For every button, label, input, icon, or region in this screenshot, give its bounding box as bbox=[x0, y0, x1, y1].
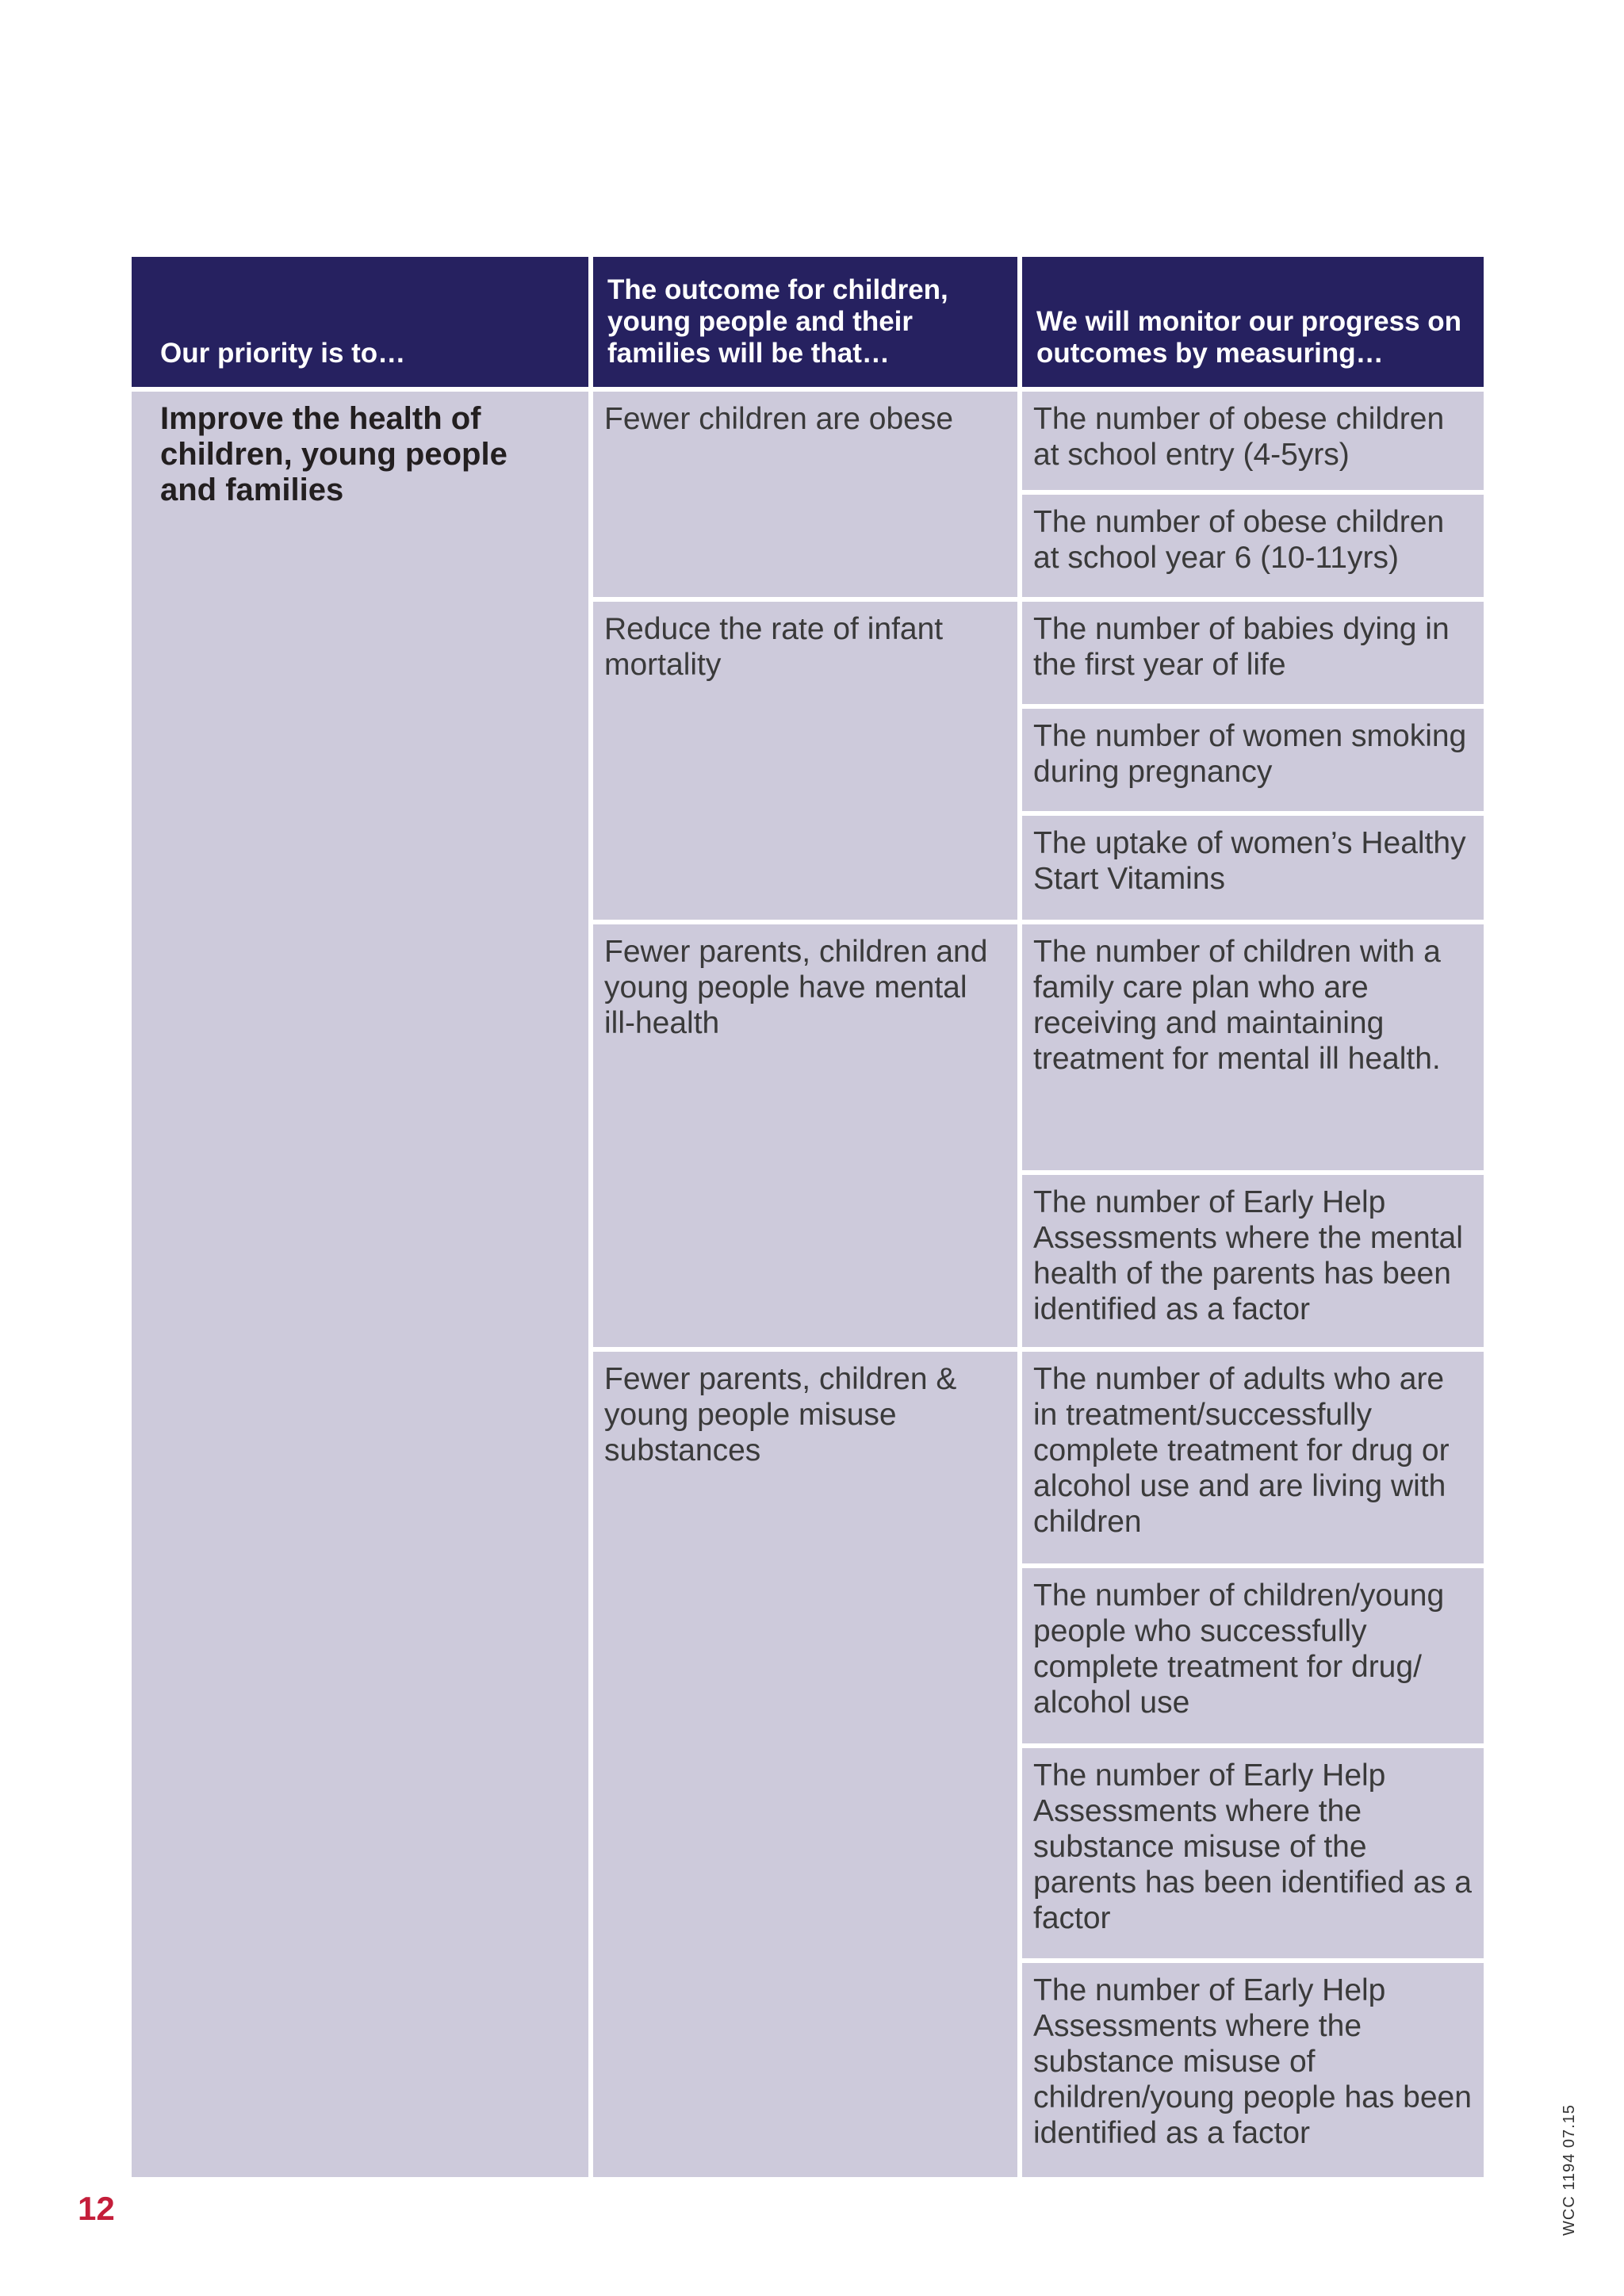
measure-text: The number of obese children at school entry (4-5yrs) bbox=[1033, 402, 1445, 472]
measure-text: The uptake of women’s Healthy Start Vitamins bbox=[1033, 826, 1466, 896]
header-priority-text: Our priority is to… bbox=[160, 338, 406, 369]
measure-text: The number of Early Help Assessments where the mental health of the parents has been identified as a factor bbox=[1033, 1185, 1463, 1326]
measure-text: The number of children/young people who successfully complete treatment for drug/ alcohol use bbox=[1033, 1578, 1445, 1720]
measure-cell bbox=[1022, 392, 1484, 490]
page-number: 12 bbox=[78, 2190, 115, 2227]
header-priority bbox=[132, 257, 588, 387]
header-measure bbox=[1022, 257, 1484, 387]
measure-cell bbox=[1022, 1963, 1484, 2177]
outcome-text: Fewer parents, children and young people have mental ill-health bbox=[604, 935, 988, 1040]
measure-text: The number of Early Help Assessments where the substance misuse of children/young people has been identified as a factor bbox=[1033, 1973, 1472, 2150]
header-outcome bbox=[593, 257, 1017, 387]
outcome-text: Fewer parents, children & young people misuse substances bbox=[604, 1362, 957, 1468]
measure-text: The number of children with a family care plan who are receiving and maintaining treatment for mental ill health. bbox=[1033, 935, 1441, 1076]
measure-text: The number of Early Help Assessments where the substance misuse of the parents has been identified as a factor bbox=[1033, 1758, 1472, 1935]
outcome-cell-obesity bbox=[593, 392, 1017, 597]
measure-cell bbox=[1022, 495, 1484, 597]
measure-cell bbox=[1022, 1568, 1484, 1743]
measure-text: The number of women smoking during pregnancy bbox=[1033, 719, 1467, 789]
measure-cell bbox=[1022, 1352, 1484, 1563]
priority-cell bbox=[132, 392, 588, 2177]
measure-text: The number of obese children at school year 6 (10-11yrs) bbox=[1033, 505, 1445, 575]
measure-cell bbox=[1022, 1748, 1484, 1958]
measure-text: The number of adults who are in treatment/successfully complete treatment for drug or alcohol use and are living with children bbox=[1033, 1362, 1450, 1539]
outcome-cell-mental-health bbox=[593, 924, 1017, 1347]
measure-cell bbox=[1022, 602, 1484, 704]
outcome-text: Reduce the rate of infant mortality bbox=[604, 612, 944, 682]
header-measure-text: We will monitor our progress on outcomes by measuring… bbox=[1036, 306, 1462, 369]
measure-cell bbox=[1022, 709, 1484, 811]
measure-cell bbox=[1022, 816, 1484, 920]
outcome-cell-infant-mortality bbox=[593, 602, 1017, 920]
measure-cell bbox=[1022, 1175, 1484, 1347]
measure-text: The number of babies dying in the first year of life bbox=[1033, 612, 1450, 682]
outcome-cell-substance-misuse bbox=[593, 1352, 1017, 2177]
header-outcome-text: The outcome for children, young people and their families will be that… bbox=[607, 274, 948, 369]
priority-text: Improve the health of children, young people and families bbox=[160, 401, 508, 507]
outcome-text: Fewer children are obese bbox=[604, 402, 954, 436]
measure-cell bbox=[1022, 924, 1484, 1170]
document-code: WCC 1194 07.15 bbox=[1561, 2104, 1578, 2236]
